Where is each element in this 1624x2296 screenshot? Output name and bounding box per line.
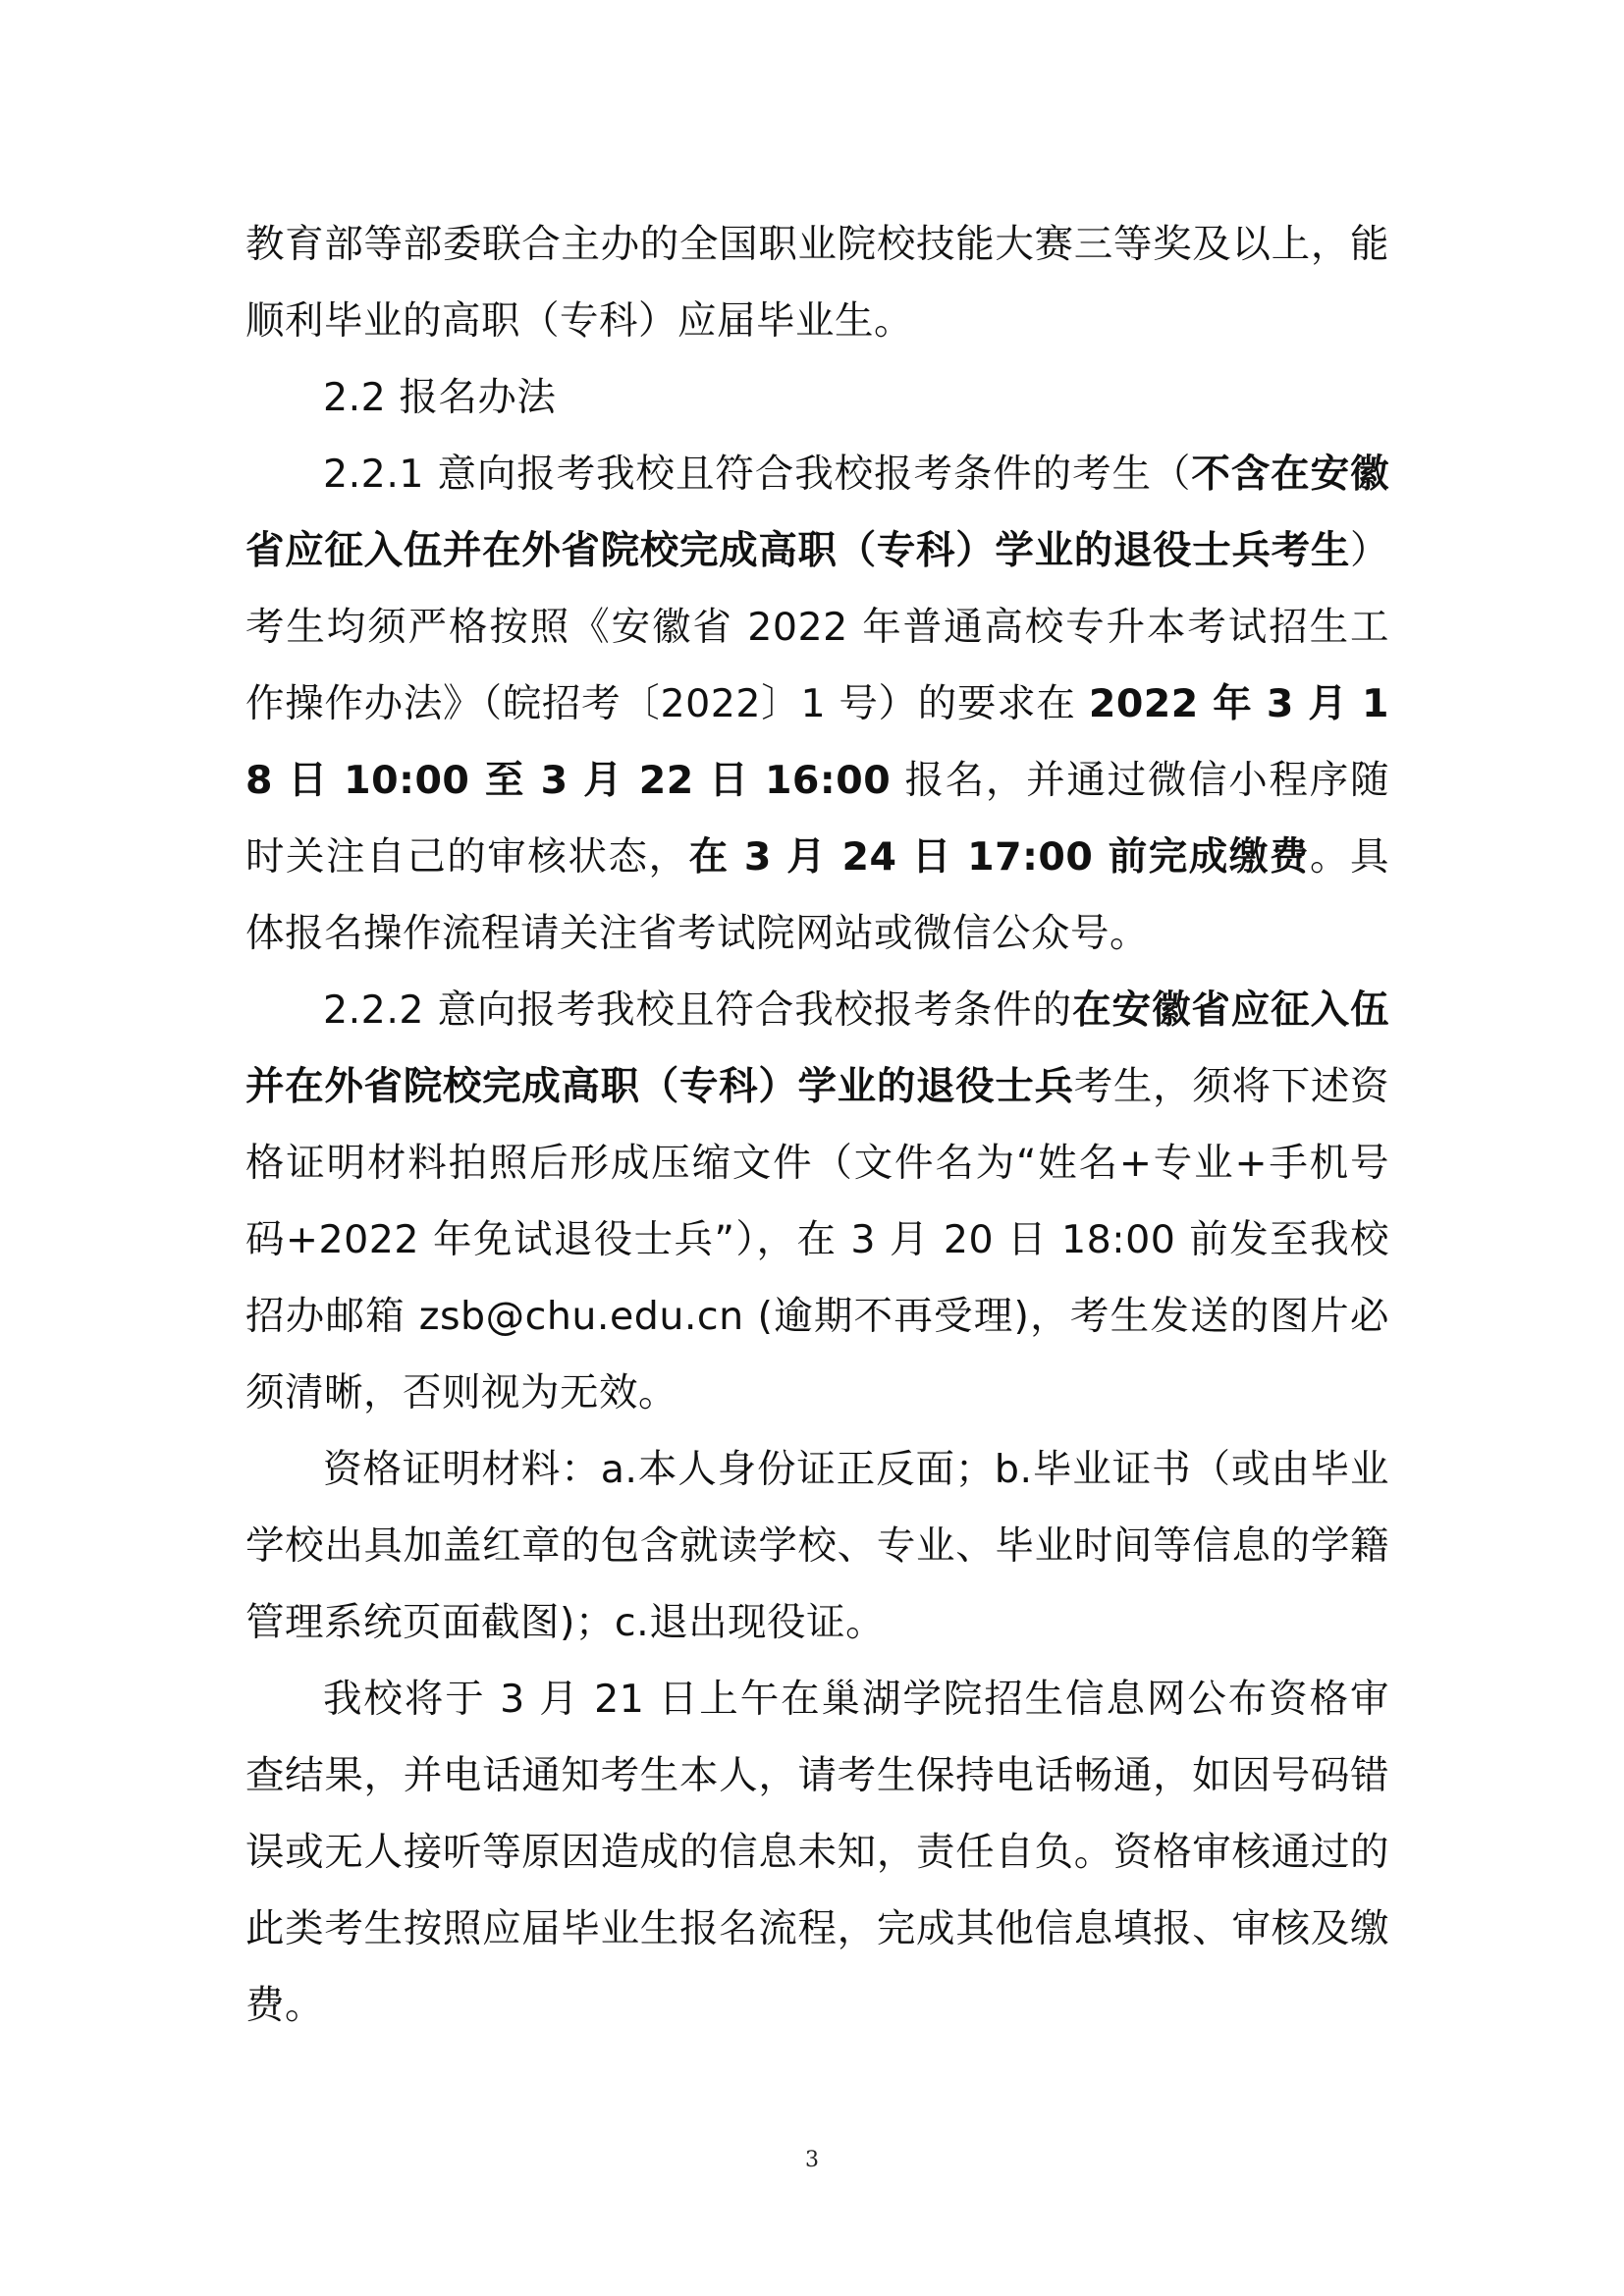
paragraph-2-2-2 (245, 972, 1389, 1431)
registration-period: 2022 年 3 月 18 日 10:00 至 3 月 22 日 16:00 (245, 681, 1389, 803)
text-run: ）考生均须严格按照《安徽省 2022 年普通高校专升本考试招生工作操作办法》（皖招考〔2022〕1 号）的要求在 (245, 528, 1389, 726)
paragraph-review: 我校将于 3 月 21 日上午在巢湖学院招生信息网公布资格审查结果，并电话通知考生本人，请考生保持电话畅通，如因号码错误或无人接听等原因造成的信息未知，责任自负。资格审核通过的此类考生按照应届毕业生报名流程，完成其他信息填报、审核及缴费。 (245, 1677, 1389, 2028)
bold-text-run: 不含在安徽省应征入伍并在外省院校完成高职（专科）学业的退役士兵考生 (245, 452, 1389, 573)
section-heading-2-2: 2.2 报名办法 (323, 375, 557, 420)
paragraph-2-2-1 (245, 436, 1389, 972)
text-run: 报名，并通过微信小程序随时关注自己的审核状态， (245, 758, 1390, 880)
bold-text-run: 在安徽省应征入伍并在外省院校完成高职（专科）学业的退役士兵 (245, 988, 1390, 1109)
text-run: 2.2.2 意向报考我校且符合我校报考条件的 (323, 988, 1073, 1033)
text-run: 考生，须将下述资格证明材料拍照后形成压缩文件（文件名为“姓名+专业+手机号码+2022 年免试退役士兵”），在 3 月 20 日 18:00 前发至我校招办邮箱 zsb@chu.edu.cn (逾期不再受理)，考生发送的图片必须清晰，否则视为无效。 (245, 1064, 1390, 1415)
paragraph-materials: 资格证明材料：a.本人身份证正反面；b.毕业证书（或由毕业学校出具加盖红章的包含就读学校、专业、毕业时间等信息的学籍管理系统页面截图)；c.退出现役证。 (245, 1447, 1389, 1645)
payment-deadline: 在 3 月 24 日 17:00 前完成缴费 (688, 834, 1310, 880)
text-run: 。具体报名操作流程请关注省考试院网站或微信公众号。 (245, 834, 1390, 956)
page-number: 3 (805, 2148, 819, 2172)
text-run: 2.2.1 意向报考我校且符合我校报考条件的考生（ (323, 452, 1192, 497)
paragraph-continuation: 教育部等部委联合主办的全国职业院校技能大赛三等奖及以上，能顺利毕业的高职（专科）应届毕业生。 (245, 222, 1389, 344)
document-body (245, 206, 1389, 2044)
